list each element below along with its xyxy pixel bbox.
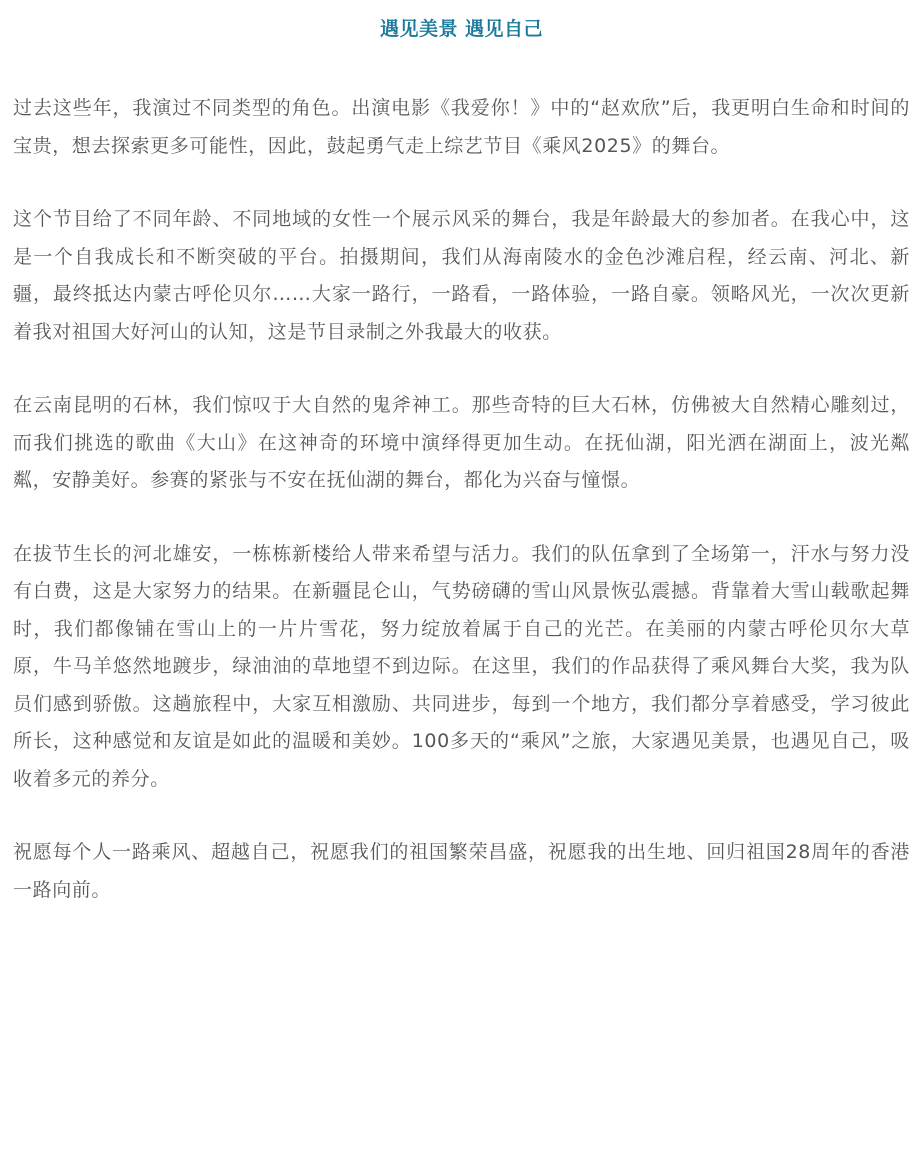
paragraph-yunnan: 在云南昆明的石林，我们惊叹于大自然的鬼斧神工。那些奇特的巨大石林，仿佛被大自然精心雕刻过，而我们挑选的歌曲《大山》在这神奇的环境中演绎得更加生动。在抚仙湖，阳光洒在湖面上，波光粼粼，安静美好。参赛的紧张与不安在抚仙湖的舞台，都化为兴奋与憧憬。 [13, 394, 910, 491]
article-title: 遇见美景 遇见自己 [379, 18, 544, 40]
paragraph-show-journey: 这个节目给了不同年龄、不同地域的女性一个展示风采的舞台，我是年龄最大的参加者。在我心中，这是一个自我成长和不断突破的平台。拍摄期间，我们从海南陵水的金色沙滩启程，经云南、河北、新疆，最终抵达内蒙古呼伦贝尔……大家一路行，一路看，一路体验，一路自豪。领略风光，一次次更新着我对祖国大好河山的认知，这是节目录制之外我最大的收获。 [13, 208, 910, 343]
paragraph-hebei-xinjiang-inner-mongolia: 在拔节生长的河北雄安，一栋栋新楼给人带来希望与活力。我们的队伍拿到了全场第一，汗水与努力没有白费，这是大家努力的结果。在新疆昆仑山，气势磅礴的雪山风景恢弘震撼。背靠着大雪山载歌起舞时，我们都像铺在雪山上的一片片雪花，努力绽放着属于自己的光芒。在美丽的内蒙古呼伦贝尔大草原，牛马羊悠然地踱步，绿油油的草地望不到边际。在这里，我们的作品获得了乘风舞台大奖，我为队员们感到骄傲。这趟旅程中，大家互相激励、共同进步，每到一个地方，我们都分享着感受，学习彼此所长，这种感觉和友谊是如此的温暖和美妙。100多天的“乘风”之旅，大家遇见美景，也遇见自己，吸收着多元的养分。 [13, 542, 910, 790]
paragraph-career-intro: 过去这些年，我演过不同类型的角色。出演电影《我爱你！》中的“赵欢欣”后，我更明白生命和时间的宝贵，想去探索更多可能性，因此，鼓起勇气走上综艺节目《乘风2025》的舞台。 [13, 97, 910, 157]
paragraph-wishes: 祝愿每个人一路乘风、超越自己，祝愿我们的祖国繁荣昌盛，祝愿我的出生地、回归祖国28周年的香港一路向前。 [13, 841, 910, 901]
